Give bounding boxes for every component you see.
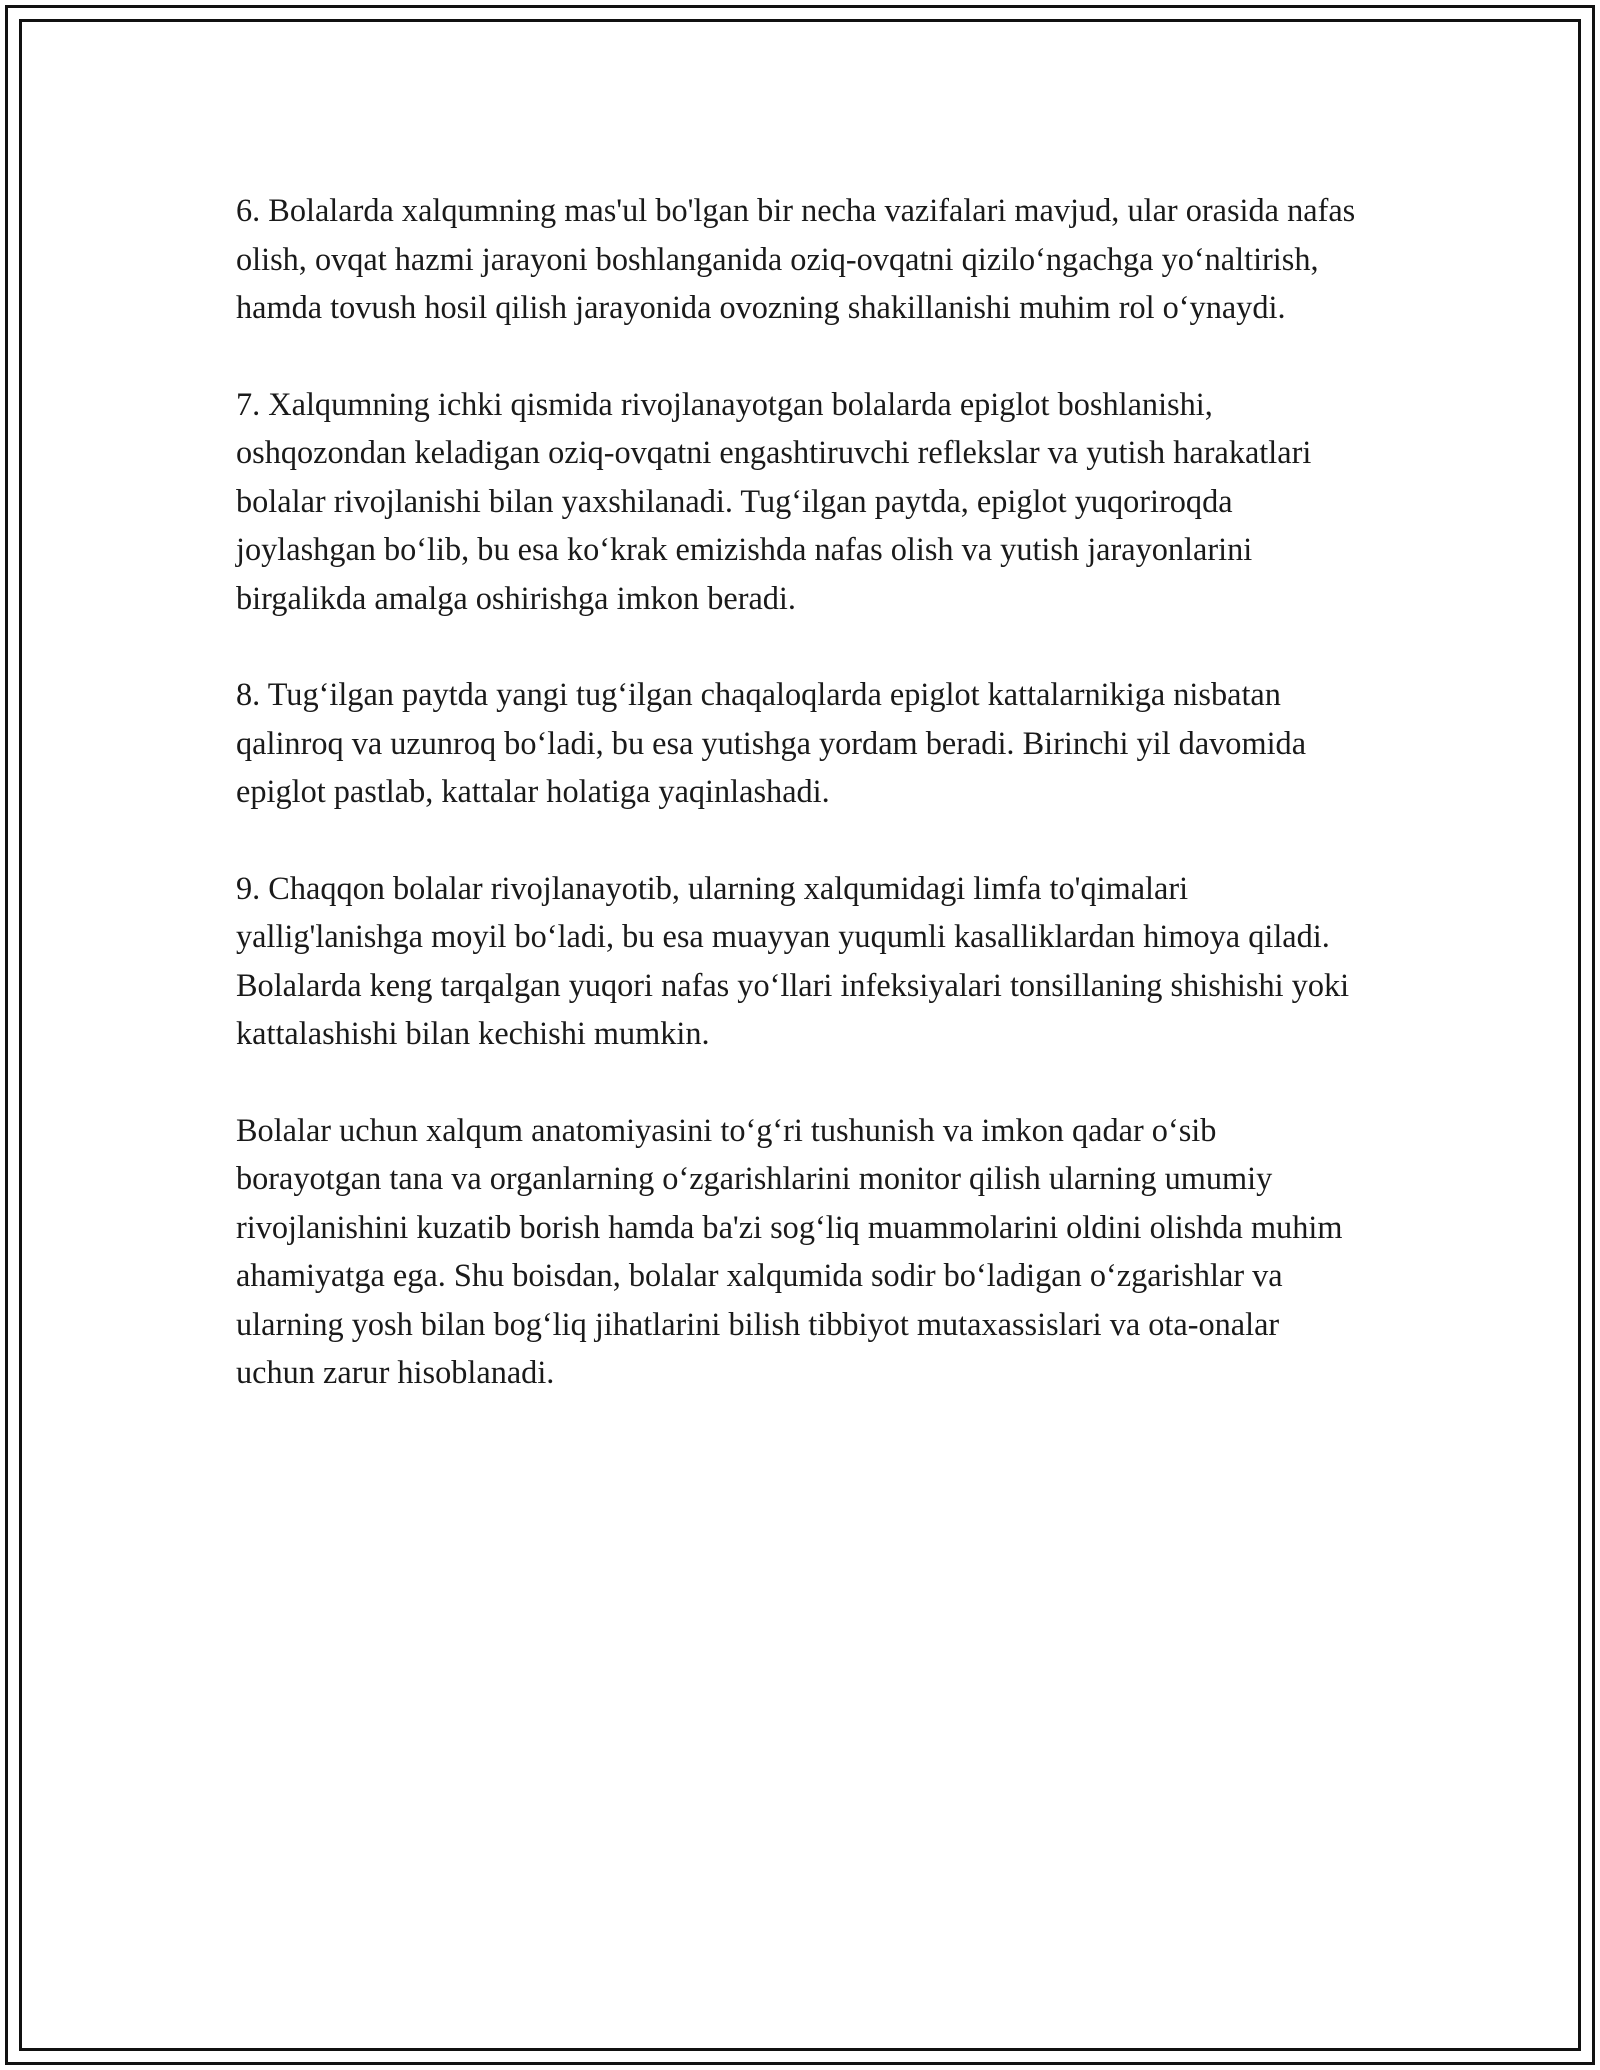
document-body: [236, 186, 1366, 1445]
paragraph-7: 7. Xalqumning ichki qismida rivojlanayotgan bolalarda epiglot boshlanishi, oshqozondan keladigan oziq-ovqatni engashtiruvchi reflekslar va yutish harakatlari bolalar rivojlanishi bilan yaxshilanadi. Tug‘ilgan paytda, epiglot yuqoriroqda joylashgan bo‘lib, bu esa ko‘krak emizishda nafas olish va yutish jarayonlarini birgalikda amalga oshirishga imkon beradi.: [236, 385, 1312, 616]
paragraph-6: 6. Bolalarda xalqumning mas'ul bo'lgan bir necha vazifalari mavjud, ular orasida nafas olish, ovqat hazmi jarayoni boshlanganida oziq-ovqatni qizilo‘ngachga yo‘naltirish, hamda tovush hosil qilish jarayonida ovozning shakillanishi muhim rol o‘ynaydi.: [236, 192, 1356, 325]
paragraph-8: 8. Tug‘ilgan paytda yangi tug‘ilgan chaqaloqlarda epiglot kattalarnikiga nisbatan qalinroq va uzunroq bo‘ladi, bu esa yutishga yordam beradi. Birinchi yil davomida epiglot pastlab, kattalar holatiga yaqinlashadi.: [236, 676, 1307, 809]
paragraph-9: 9. Chaqqon bolalar rivojlanayotib, ularning xalqumidagi limfa to'qimalari yallig'lanishga moyil bo‘ladi, bu esa muayyan yuqumli kasalliklardan himoya qiladi. Bolalarda keng tarqalgan yuqori nafas yo‘llari infeksiyalari tonsillaning shishishi yoki kattalashishi bilan kechishi mumkin.: [236, 869, 1350, 1051]
paragraph-conclusion: Bolalar uchun xalqum anatomiyasini to‘g‘ri tushunish va imkon qadar o‘sib borayotgan tana va organlarning o‘zgarishlarini monitor qilish ularning umumiy rivojlanishini kuzatib borish hamda ba'zi sog‘liq muammolarini oldini olishda muhim ahamiyatga ega. Shu boisdan, bolalar xalqumida sodir bo‘ladigan o‘zgarishlar va ularning yosh bilan bog‘liq jihatlarini bilish tibbiyot mutaxassislari va ota-onalar uchun zarur hisoblanadi.: [236, 1111, 1343, 1390]
